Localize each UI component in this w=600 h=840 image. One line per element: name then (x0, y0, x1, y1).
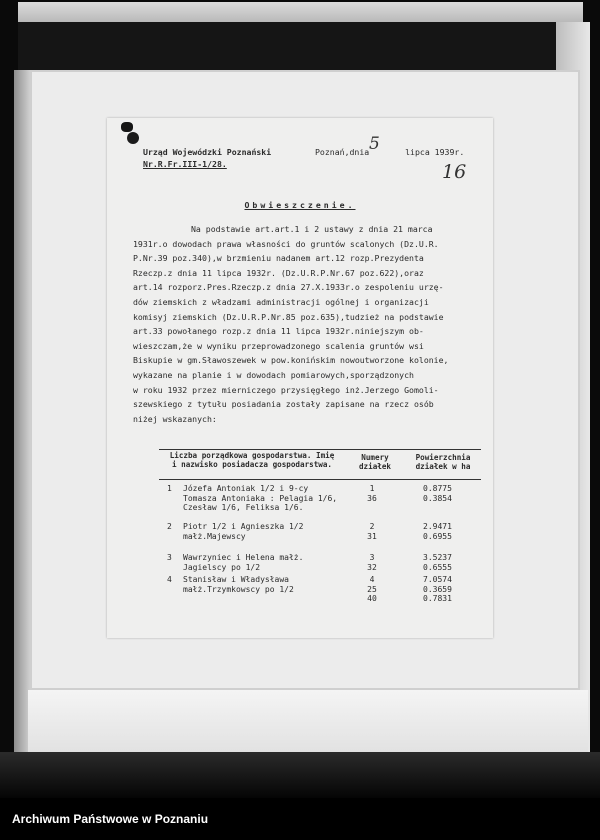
owner-line: Piotr 1/2 i Agnieszka 1/2 (183, 522, 304, 531)
date-rest: lipca 1939r. (405, 147, 465, 157)
body-text (133, 222, 485, 426)
plot-number: 2 (369, 522, 375, 531)
handwritten-day: 5 (369, 134, 380, 154)
plot-area: 7.0574 (423, 575, 452, 584)
document-title: Obwieszczenie. (244, 200, 356, 210)
table-top-rule (159, 449, 481, 450)
scan-top-edge (18, 2, 583, 22)
header-owner: Liczba porządkowa gospodarstwa. Imię i nazwisko posiadacza gospodarstwa. (169, 451, 335, 469)
plot-area: 0.3854 (423, 493, 452, 503)
handwritten-sheet-number: 16 (442, 161, 467, 183)
mounting-board-bottom (28, 690, 588, 752)
body-line: Biskupie w gm.Sławoszewek w pow.konińskim nowoutworzone kolonie, (133, 355, 449, 366)
body-line: art.14 rozporz.Pres.Rzeczp.z dnia 27.X.1933r.o zespoleniu urzę- (133, 282, 444, 293)
body-line: P.Nr.39 poz.340),w brzmieniu nadanem art.12 rozp.Prezydenta (133, 253, 424, 264)
punch-hole (121, 122, 133, 132)
owner-line: Józefa Antoniak 1/2 i 9-cy (183, 484, 309, 493)
plot-number: 3 (369, 553, 375, 562)
plot-number: 25 (367, 584, 377, 594)
owner-line: Tomasza Antoniaka : Pelagia 1/6, (183, 493, 338, 503)
archive-name: Archiwum Państwowe w Poznaniu (12, 812, 209, 826)
owner-line: Stanisław i Władysława (183, 575, 289, 584)
plot-number: 1 (369, 484, 375, 493)
row-number: 4 (167, 575, 172, 584)
place-date (315, 147, 464, 159)
body-line: komisyj ziemskich (Dz.U.R.P.Nr.85 poz.635),tudzież na podstawie (133, 311, 444, 322)
body-line: niżej wskazanych: (133, 413, 217, 424)
header-area: Powierzchnia działek w ha (415, 453, 471, 471)
reference-number: Nr.R.Fr.III-1/28. (143, 159, 227, 169)
plot-number: 36 (367, 493, 377, 503)
body-line: art.33 powołanego rozp.z dnia 11 lipca 1932r.niniejszym ob- (133, 326, 424, 337)
plot-area: 0.8775 (423, 484, 452, 493)
body-line: wieszczam,że w wyniku przeprowadzonego scalenia gruntów wsi (133, 340, 424, 351)
row-number: 3 (167, 553, 172, 562)
plot-area: 0.6955 (423, 531, 452, 541)
plot-area: 0.7831 (423, 594, 452, 603)
row-number: 1 (167, 484, 172, 493)
body-line: Na podstawie art.art.1 i 2 ustawy z dnia 21 marca (191, 224, 433, 234)
body-line: wykazane na planie i w dowodach pomiarowych,sporządzonych (133, 369, 414, 380)
place-date-label: Poznań,dnia (315, 147, 370, 157)
plot-area: 3.5237 (423, 553, 452, 562)
plot-area: 0.6555 (423, 562, 452, 572)
plot-number: 40 (367, 594, 377, 603)
body-line: szewskiego z tytułu posiadania zostały zapisane na rzecz osób (133, 399, 434, 410)
issuing-office: Urząd Wojewódzki Poznański (143, 147, 272, 157)
header-plots: Numery działek (358, 453, 391, 471)
plot-area: 0.3659 (423, 584, 452, 594)
owner-line: Jagielscy po 1/2 (183, 562, 261, 572)
plot-number: 32 (367, 562, 377, 572)
table-header-rule (159, 479, 481, 480)
plot-number: 4 (369, 575, 375, 584)
owner-line: małż.Majewscy (183, 531, 246, 541)
body-line: Rzeczp.z dnia 11 lipca 1932r. (Dz.U.R.P.Nr.67 poz.622),oraz (133, 267, 424, 278)
scan-dark-strip (18, 22, 558, 70)
owner-line: małż.Trzymkowscy po 1/2 (183, 584, 294, 594)
body-line: dów ziemskich z władzami administracji ogólnej i organizacji (133, 296, 429, 307)
row-number: 2 (167, 522, 172, 531)
punch-hole (127, 132, 139, 144)
body-line: w roku 1932 przez mierniczego przysięgłego inż.Jerzego Gomoli- (133, 384, 439, 395)
owner-line: Wawrzyniec i Helena małż. (183, 553, 304, 562)
plot-area: 2.9471 (423, 522, 452, 531)
scan-floor (0, 752, 600, 798)
body-line: 1931r.o dowodach prawa własności do gruntów scalonych (Dz.U.R. (133, 238, 439, 249)
document-page (107, 118, 493, 638)
plot-number: 31 (367, 531, 377, 541)
owner-line: Czesław 1/6, Feliksa 1/6. (183, 503, 304, 512)
